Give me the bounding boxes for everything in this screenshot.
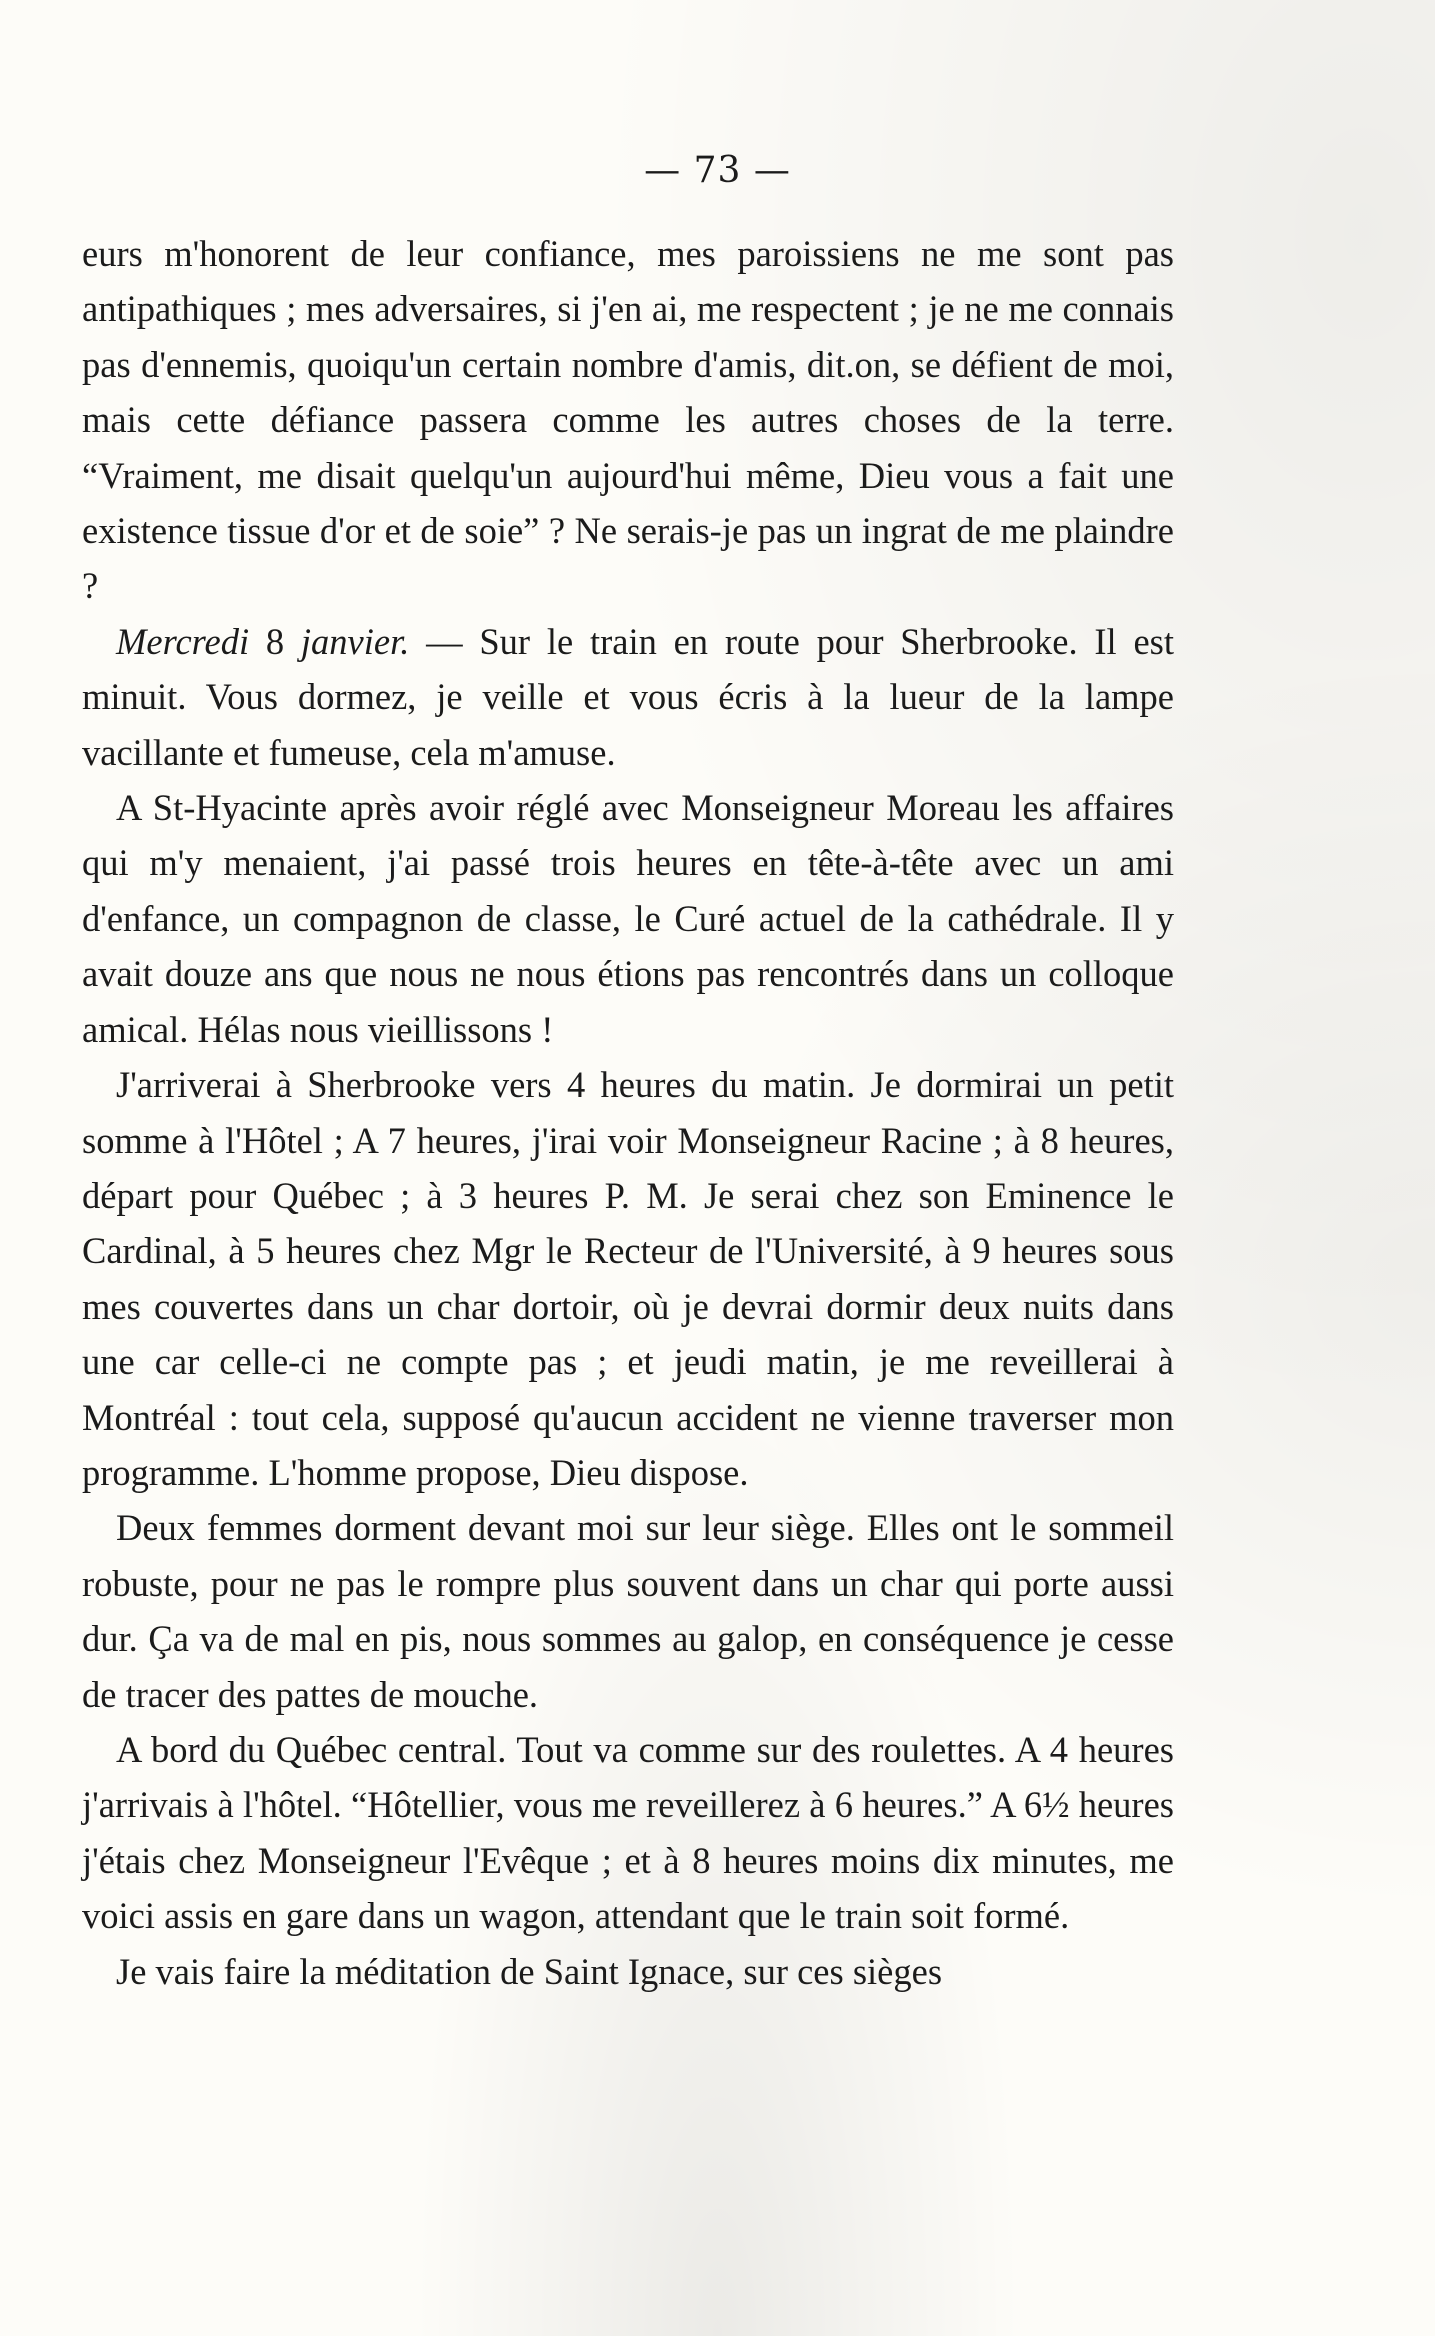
paragraph-diary-entry [82, 614, 1174, 780]
page-number: — 73 — [644, 150, 791, 191]
entry-weekday: Mercredi [116, 620, 250, 662]
paragraph: A St-Hyacinte après avoir réglé avec Monseigneur Moreau les affaires qui m'y menaient, j'ai passé trois heures en tête-à-tête avec un ami d'enfance, un compagnon de classe, le Curé actuel de la cathédrale. Il y avait douze ans que nous ne nous étions pas rencontrés dans un colloque amical. Hélas nous vieillissons ! [82, 787, 1174, 1050]
entry-text: — Sur le train en route pour Sherbrooke. Il est minuit. Vous dormez, je veille et vous écris à la lueur de la lampe vacillante et fumeuse, cela m'amuse. [82, 620, 1174, 773]
paragraph: Je vais faire la méditation de Saint Ignace, sur ces sièges [116, 1950, 943, 1992]
paragraph: J'arriverai à Sherbrooke vers 4 heures du matin. Je dormirai un petit somme à l'Hôtel ; A 7 heures, j'irai voir Monseigneur Racine ; à 8 heures, départ pour Québec ; à 3 heures P. M. Je serai chez son Eminence le Cardinal, à 5 heures chez Mgr le Recteur de l'Université, à 9 heures sous mes couvertes dans un char dortoir, où je devrai dormir deux nuits dans une car celle-ci ne compte pas ; et jeudi matin, je me reveillerai à Montréal : tout cela, supposé qu'aucun accident ne vienne traverser mon programme. L'homme propose, Dieu dispose. [82, 1064, 1174, 1493]
paragraph: Deux femmes dorment devant moi sur leur siège. Elles ont le sommeil robuste, pour ne pas le rompre plus souvent dans un char qui porte aussi dur. Ça va de mal en pis, nous sommes au galop, en conséquence je cesse de tracer des pattes de mouche. [82, 1507, 1174, 1715]
entry-month: janvier. [300, 620, 410, 662]
page-body [82, 226, 1174, 1999]
paragraph-continuation: eurs m'honorent de leur confiance, mes paroissiens ne me sont pas antipathiques ; mes adversaires, si j'en ai, me respectent ; je ne me connais pas d'ennemis, quoiqu'un certain nombre d'amis, dit.on, se défient de moi, mais cette défiance passera comme les autres choses de la terre. “Vraiment, me disait quelqu'un aujourd'hui même, Dieu vous a fait une existence tissue d'or et de soie” ? Ne serais-je pas un ingrat de me plaindre ? [82, 233, 1174, 607]
entry-day: 8 [249, 620, 301, 662]
paragraph: A bord du Québec central. Tout va comme sur des roulettes. A 4 heures j'arrivais à l'hôtel. “Hôtellier, vous me reveillerez à 6 heures.” A 6½ heures j'étais chez Monseigneur l'Evêque ; et à 8 heures moins dix minutes, me voici assis en gare dans un wagon, attendant que le train soit formé. [82, 1728, 1174, 1937]
